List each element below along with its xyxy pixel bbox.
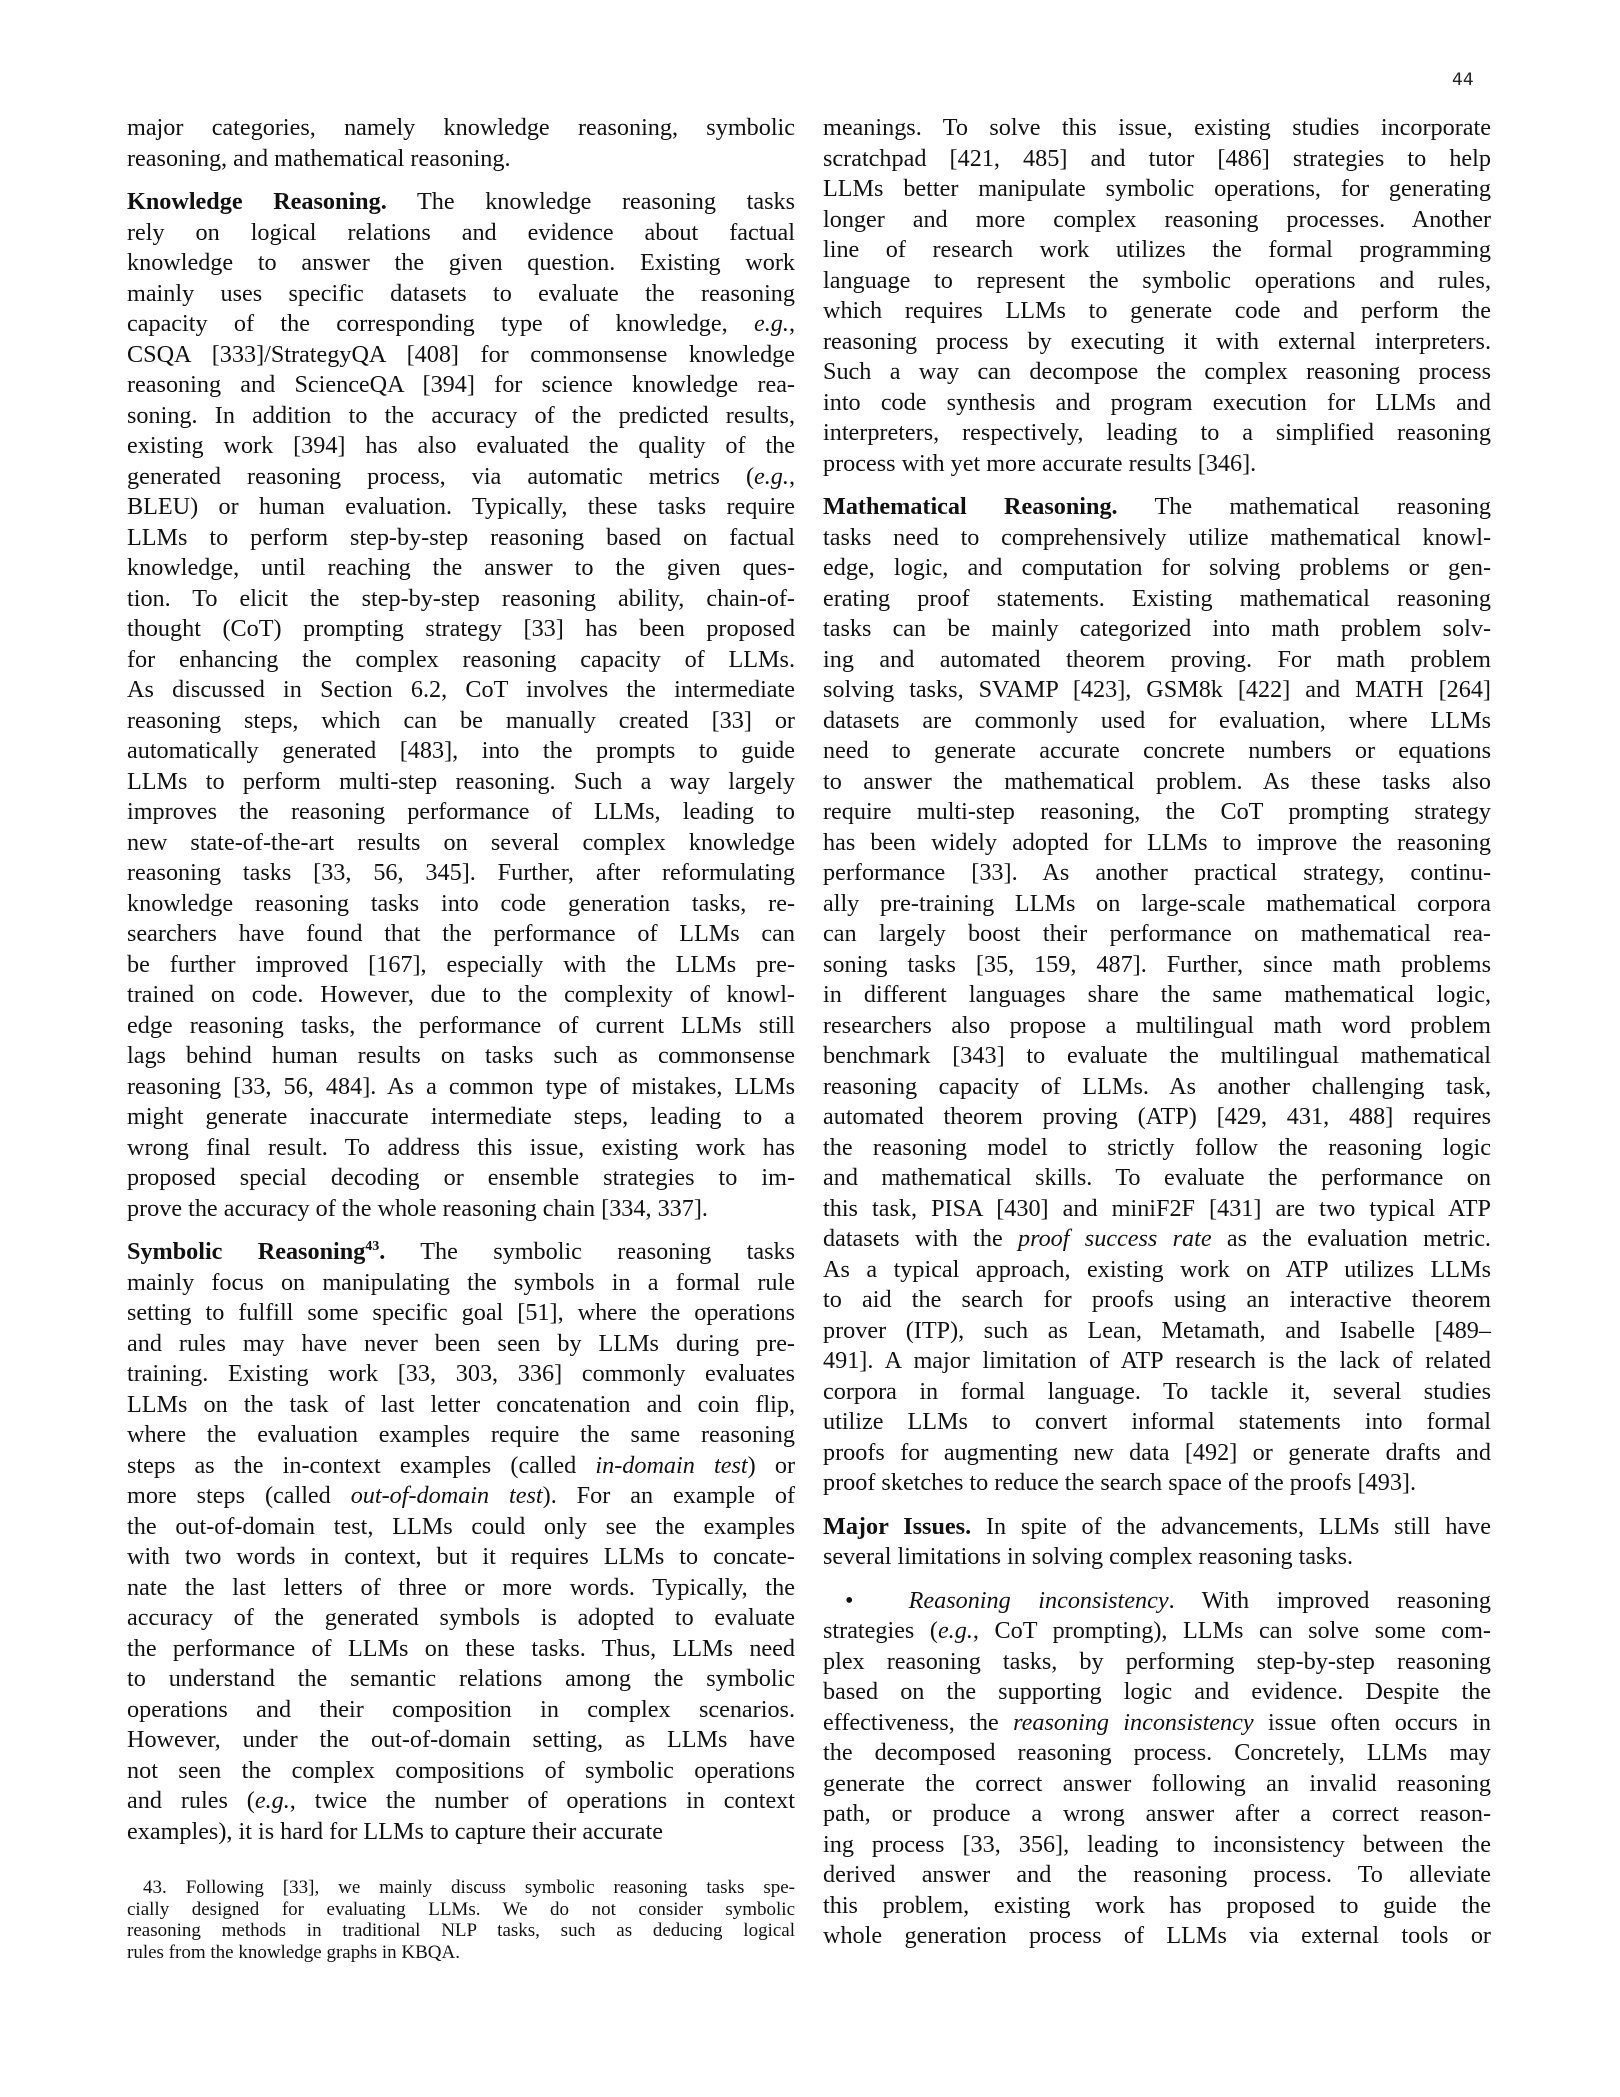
text-line: and mathematical skills. To evaluate the performance on [823,1164,1491,1191]
text-line: and rules (e.g., twice the number of operations in context [127,1787,795,1814]
text-line: meanings. To solve this issue, existing studies incorporate [823,114,1491,141]
text-line: reasoning, and mathematical reasoning. [127,144,511,172]
text-line: steps as the in-context examples (called in-domain test) or [127,1451,795,1479]
text-line: strategies (e.g., CoT prompting), LLMs can solve some com- [823,1617,1491,1644]
text-line: thought (CoT) prompting strategy [33] has been proposed [127,615,795,642]
paragraph-symbolic-cont [823,113,1491,479]
text-line: tasks need to comprehensively utilize mathematical knowl- [823,523,1491,551]
text-line: this task, PISA [430] and miniF2F [431] are two typical ATP [823,1194,1491,1222]
text-line: automatically generated [483], into the prompts to guide [127,737,795,764]
text-line: and rules may have never been seen by LLMs during pre- [127,1329,795,1357]
page-number: 44 [1452,70,1474,90]
text-line: ing process [33, 356], leading to inconsistency between the [823,1830,1491,1858]
footnote [127,1877,795,1963]
text-line: the performance of LLMs on these tasks. Thus, LLMs need [127,1634,795,1662]
text-line: reasoning and ScienceQA [394] for science knowledge rea- [127,371,795,398]
paragraph-intro [127,113,795,174]
text-line: capacity of the corresponding type of knowledge, e.g., [127,310,795,337]
text-line: derived answer and the reasoning process. To alleviate [823,1861,1491,1888]
text-line: interpreters, respectively, leading to a simplified reasoning [823,419,1491,446]
text-line: scratchpad [421, 485] and tutor [486] strategies to help [823,144,1491,172]
text-line: lags behind human results on tasks such as commonsense [127,1042,795,1069]
text-line: prove the accuracy of the whole reasoning chain [334, 337]. [127,1194,708,1222]
text-line: setting to fulfill some specific goal [51], where the operations [127,1299,795,1326]
paragraph-major-issues [823,1512,1491,1573]
text-line: for enhancing the complex reasoning capacity of LLMs. [127,645,795,673]
text-line: benchmark [343] to evaluate the multilingual mathematical [823,1042,1491,1069]
footnote-line: cially designed for evaluating LLMs. We do not consider symbolic [127,1898,795,1920]
text-line: language to represent the symbolic operations and rules, [823,266,1491,294]
text-line: mainly focus on manipulating the symbols in a formal rule [127,1268,795,1296]
text-line: improves the reasoning performance of LLMs, leading to [127,798,795,825]
text-line: tion. To elicit the step-by-step reasoning ability, chain-of- [127,584,795,612]
paragraph-symbolic [127,1237,795,1847]
paragraph-heading: Mathematical Reasoning. [823,493,1118,520]
text-line: whole generation process of LLMs via external tools or [823,1922,1491,1949]
text-line: BLEU) or human evaluation. Typically, these tasks require [127,493,795,520]
text-line: LLMs on the task of last letter concatenation and coin flip, [127,1390,795,1418]
text-line: need to generate accurate concrete numbers or equations [823,737,1491,764]
text-line: major categories, namely knowledge reasoning, symbolic [127,114,795,141]
text-line: reasoning steps, which can be manually created [33] or [127,706,795,734]
text-line: path, or produce a wrong answer after a correct reason- [823,1800,1491,1827]
text-line: can largely boost their performance on mathematical rea- [823,920,1491,947]
text-line: nate the last letters of three or more words. Typically, the [127,1573,795,1601]
text-line: the out-of-domain test, LLMs could only see the examples [127,1512,795,1540]
paragraph-heading: Major Issues. [823,1512,972,1540]
text-line: solving tasks, SVAMP [423], GSM8k [422] and MATH [264] [823,676,1491,703]
text-line: proposed special decoding or ensemble strategies to im- [127,1164,795,1191]
text-line: might generate inaccurate intermediate steps, leading to a [127,1103,795,1130]
text-line: reasoning tasks [33, 56, 345]. Further, after reformulating [127,859,795,886]
right-column [823,113,1491,1965]
text-line: datasets with the proof success rate as the evaluation metric. [823,1225,1491,1252]
text-line: CSQA [333]/StrategyQA [408] for commonsense knowledge [127,340,795,368]
footnote-marker: 43 [365,1239,380,1254]
text-line: corpora in formal language. To tackle it, several studies [823,1377,1491,1405]
text-line: erating proof statements. Existing mathematical reasoning [823,584,1491,612]
text-line: generate the correct answer following an invalid reasoning [823,1769,1491,1797]
text-line: not seen the complex compositions of symbolic operations [127,1756,795,1784]
text-line: automated theorem proving (ATP) [429, 431, 488] requires [823,1103,1491,1130]
text-line: longer and more complex reasoning processes. Another [823,205,1491,233]
text-line: reasoning process by executing it with external interpreters. [823,327,1491,355]
text-line: However, under the out-of-domain setting, as LLMs have [127,1726,795,1753]
bullet-title: Reasoning inconsistency [908,1586,1169,1614]
text-line: Such a way can decompose the complex reasoning process [823,358,1491,385]
text-line: knowledge, until reaching the answer to the given ques- [127,554,795,581]
text-line: LLMs better manipulate symbolic operations, for generating [823,175,1491,202]
text-line: new state-of-the-art results on several complex knowledge [127,828,795,856]
text-line: into code synthesis and program execution for LLMs and [823,388,1491,416]
text-line: process with yet more accurate results [346]. [823,449,1257,477]
text-line: generated reasoning process, via automatic metrics (e.g., [127,462,795,490]
text-line: to answer the mathematical problem. As these tasks also [823,767,1491,795]
text-line: more steps (called out-of-domain test). For an example of [127,1482,796,1509]
text-line: As discussed in Section 6.2, CoT involves the intermediate [127,676,795,703]
text-line: where the evaluation examples require the same reasoning [127,1421,795,1448]
text-line: soning tasks [35, 159, 487]. Further, since math problems [823,950,1491,978]
text-line: to understand the semantic relations among the symbolic [127,1665,795,1692]
text-line: require multi-step reasoning, the CoT prompting strategy [823,798,1491,825]
text-line: with two words in context, but it requires LLMs to concate- [127,1543,795,1570]
left-column [127,113,795,1860]
text-line: ing and automated theorem proving. For math problem [823,645,1491,673]
text-line: proofs for augmenting new data [492] or generate drafts and [823,1438,1491,1466]
paragraph-bullet-inconsistency [823,1586,1491,1952]
text-line: mainly uses specific datasets to evaluate the reasoning [127,279,795,307]
text-line: reasoning [33, 56, 484]. As a common type of mistakes, LLMs [127,1072,795,1100]
text-line: tasks can be mainly categorized into math problem solv- [823,615,1491,642]
text-line: effectiveness, the reasoning inconsistency issue often occurs in [823,1708,1492,1736]
text-line: Knowledge Reasoning. The knowledge reasoning tasks [127,188,795,215]
text-line: training. Existing work [33, 303, 336] commonly evaluates [127,1360,795,1387]
text-line: be further improved [167], especially with the LLMs pre- [127,950,795,978]
footnote-line: 43. Following [33], we mainly discuss symbolic reasoning tasks spe- [143,1877,795,1898]
text-line: utilize LLMs to convert informal statements into formal [823,1408,1491,1435]
text-line: knowledge reasoning tasks into code generation tasks, re- [127,889,795,917]
text-line: edge, logic, and computation for solving problems or gen- [823,554,1491,581]
paragraph-heading: Symbolic Reasoning$^{43}$. [127,1238,386,1265]
text-line: Symbolic Reasoning$^{43}$. The symbolic reasoning tasks [127,1238,796,1265]
text-line: which requires LLMs to generate code and perform the [823,297,1491,324]
paragraph-knowledge [127,187,795,1224]
footnote-line: rules from the knowledge graphs in KBQA. [127,1941,460,1963]
text-line: reasoning capacity of LLMs. As another challenging task, [823,1072,1491,1100]
footnote-line: reasoning methods in traditional NLP tasks, such as deducing logical [127,1920,795,1941]
text-line: 491]. A major limitation of ATP research is the lack of related [823,1347,1491,1374]
text-line: LLMs to perform step-by-step reasoning based on factual [127,523,795,551]
text-line: proof sketches to reduce the search space of the proofs [493]. [823,1469,1417,1496]
text-line: prover (ITP), such as Lean, Metamath, and Isabelle [489– [823,1316,1491,1344]
text-line: performance [33]. As another practical strategy, continu- [823,859,1491,886]
bullet-icon: • [845,1586,854,1614]
text-line: edge reasoning tasks, the performance of current LLMs still [127,1011,795,1039]
text-line: examples), it is hard for LLMs to capture their accurate [127,1817,663,1845]
text-line: trained on code. However, due to the complexity of knowl- [127,981,795,1008]
text-line: wrong final result. To address this issue, existing work has [127,1133,795,1161]
text-line: accuracy of the generated symbols is adopted to evaluate [127,1604,795,1631]
text-line: the decomposed reasoning process. Concretely, LLMs may [823,1739,1491,1766]
text-line: existing work [394] has also evaluated the quality of the [127,432,795,459]
text-line: researchers also propose a multilingual math word problem [823,1011,1491,1039]
text-line: based on the supporting logic and evidence. Despite the [823,1678,1491,1705]
text-line: plex reasoning tasks, by performing step-by-step reasoning [823,1647,1491,1675]
text-line: knowledge to answer the given question. Existing work [127,249,795,276]
text-line: datasets are commonly used for evaluation, where LLMs [823,706,1491,734]
text-line: Mathematical Reasoning. The mathematical reasoning [823,493,1491,520]
text-line: this problem, existing work has proposed to guide the [823,1891,1491,1919]
text-line: rely on logical relations and evidence about factual [127,218,795,246]
text-line: in different languages share the same mathematical logic, [823,981,1491,1008]
text-line: the reasoning model to strictly follow the reasoning logic [823,1133,1491,1161]
text-line: Major Issues. In spite of the advancements, LLMs still have [823,1512,1491,1540]
text-line: searchers have found that the performance of LLMs can [127,920,795,947]
text-line: • Reasoning inconsistency. With improved reasoning [845,1586,1491,1614]
text-line: has been widely adopted for LLMs to improve the reasoning [823,828,1491,856]
text-line: As a typical approach, existing work on ATP utilizes LLMs [823,1255,1491,1283]
text-line: several limitations in solving complex reasoning tasks. [823,1543,1354,1570]
text-line: line of research work utilizes the formal programming [823,236,1491,263]
text-line: ally pre-training LLMs on large-scale mathematical corpora [823,889,1491,917]
text-line: to aid the search for proofs using an interactive theorem [823,1286,1491,1313]
paragraph-heading: Knowledge Reasoning. [127,188,387,215]
text-line: operations and their composition in complex scenarios. [127,1695,795,1723]
text-line: LLMs to perform multi-step reasoning. Such a way largely [127,767,795,795]
text-line: soning. In addition to the accuracy of the predicted results, [127,401,795,429]
paragraph-mathematical [823,492,1491,1499]
